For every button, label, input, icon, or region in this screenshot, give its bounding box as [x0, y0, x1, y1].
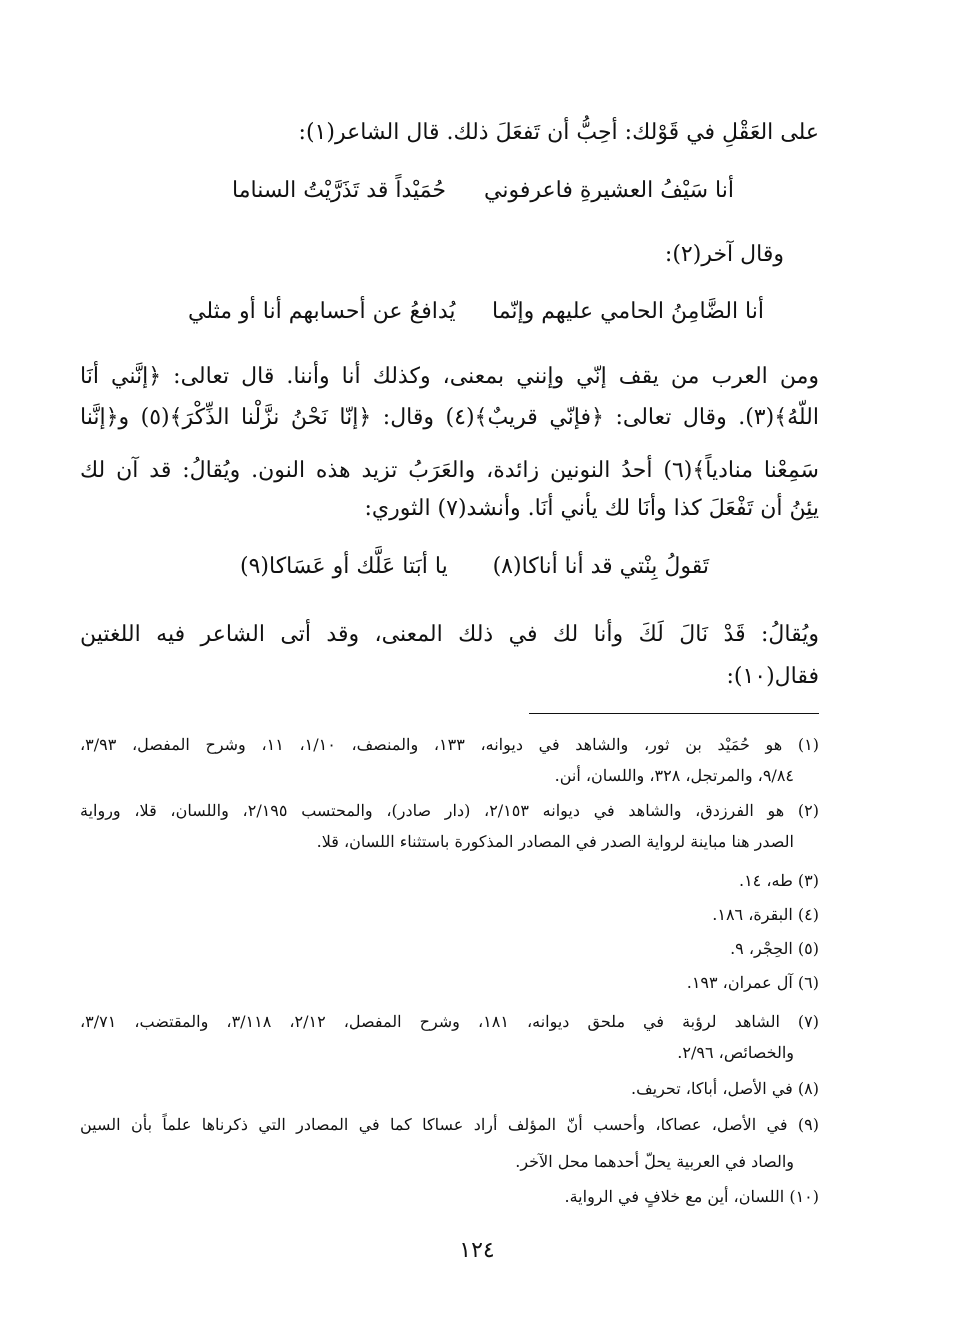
verse-first-hemistich: تَقولُ بِنْتي قد أنا أناكا(٨): [492, 554, 709, 579]
footnote: (٨) في الأصل، أباكا، تحريف.: [631, 1079, 819, 1098]
body-line: وقال آخر(٢):: [664, 242, 784, 267]
footnote: (٥) الحِجْر، ٩.: [730, 939, 819, 958]
footnote-separator: [529, 713, 819, 714]
page-number: ١٢٤: [459, 1238, 495, 1263]
body-line: اللّهُ﴾(٣). وقال تعالى: ﴿فإنّي قريبٌ﴾(٤) وقال: ﴿إنّا نَحْنُ نزَّلْنا الذِّكْرَ﴾(٥) و﴿إنَّنا: [80, 405, 819, 430]
footnote: (٣) طه، ١٤.: [738, 871, 819, 890]
footnote: (٦) آل عمران، ١٩٣.: [686, 973, 819, 992]
verse-second-hemistich: يُدافعُ عن أحسابهم أنا أو مثلي: [188, 299, 456, 324]
verse-second-hemistich: يا أبَتا عَلَّك أو عَسَاكا(٩): [240, 554, 448, 579]
footnote-continuation: الصدر هنا مباينة لرواية الصدر في المصادر المذكورة باستثناء اللسان، قلا.: [316, 832, 794, 851]
footnote-continuation: والصاد في العربية يحلّ أحدهما محل الآخر.: [515, 1152, 794, 1171]
footnote: (٧) الشاهد لرؤبة في ملحق ديوانه، ١٨١، وشرح المفصل، ٢/١٢، ٣/١١٨، والمقتضب، ٣/٧١،: [80, 1012, 820, 1031]
verse-second-hemistich: حُمَيْداً قد تَذَرَّيْتُ السناما: [232, 178, 446, 203]
footnote-continuation: ٩/٨٤، والمرتجل، ٣٢٨، واللسان، أنن.: [554, 766, 794, 785]
body-line: ومن العرب من يقف إنّي وإنني بمعنى، وكذلك أنا وأننا. قال تعالى: ﴿إنَّني أنَا: [80, 364, 819, 389]
body-line: على العَقْلِ في قَوْلك: أحِبُّ أن تَفعَلَ ذلك. قال الشاعر(١):: [298, 120, 819, 145]
footnote: (٤) البقرة، ١٨٦.: [712, 905, 819, 924]
footnote: (١٠) اللسان، أين مع خلافٍ في الرواية.: [564, 1187, 819, 1206]
footnote-continuation: والخصائص، ٢/٩٦.: [677, 1043, 794, 1062]
body-line: فقال(١٠):: [726, 664, 819, 689]
verse-first-hemistich: أنا الضَّامِنُ الحامي عليهم وإنّما: [492, 299, 764, 324]
footnote: (١) هو حُمَيْد بن ثور، والشاهد في ديوانه، ١٣٣، والمنصف، ١/١٠، ١١، وشرح المفصل، ٣/٩٣،: [80, 735, 819, 754]
body-line: سَمِعْنا منادياً﴾(٦) أحدُ النونين زائدة، والعَرَبُ تزيد هذه النون. ويُقالُ: قد آن لك: [80, 458, 819, 483]
footnote: (٩) في الأصل، عصاكا، وأحسب أنّ المؤلف أراد عساكا كما في المصادر التي ذكرناها علماً بأن السين: [80, 1115, 819, 1134]
footnote: (٢) هو الفرزدق، والشاهد في ديوانه ٢/١٥٣، (دار صادر)، والمحتسب ٢/١٩٥، واللسان، قلا، ورواية: [80, 801, 820, 820]
body-line: يئِنُ أن تَفْعَلَ كذا وأنَا لك يأني أنَا. وأنشد(٧) الثوري:: [364, 496, 819, 521]
verse-first-hemistich: أنا سَيْفُ العشيرةِ فاعرفوني: [484, 178, 734, 203]
body-line: ويُقالُ: قَدْ نَالَ لَكَ وأنا لك في ذلك المعنى، وقد أتى الشاعر فيه اللغتين: [80, 622, 819, 647]
